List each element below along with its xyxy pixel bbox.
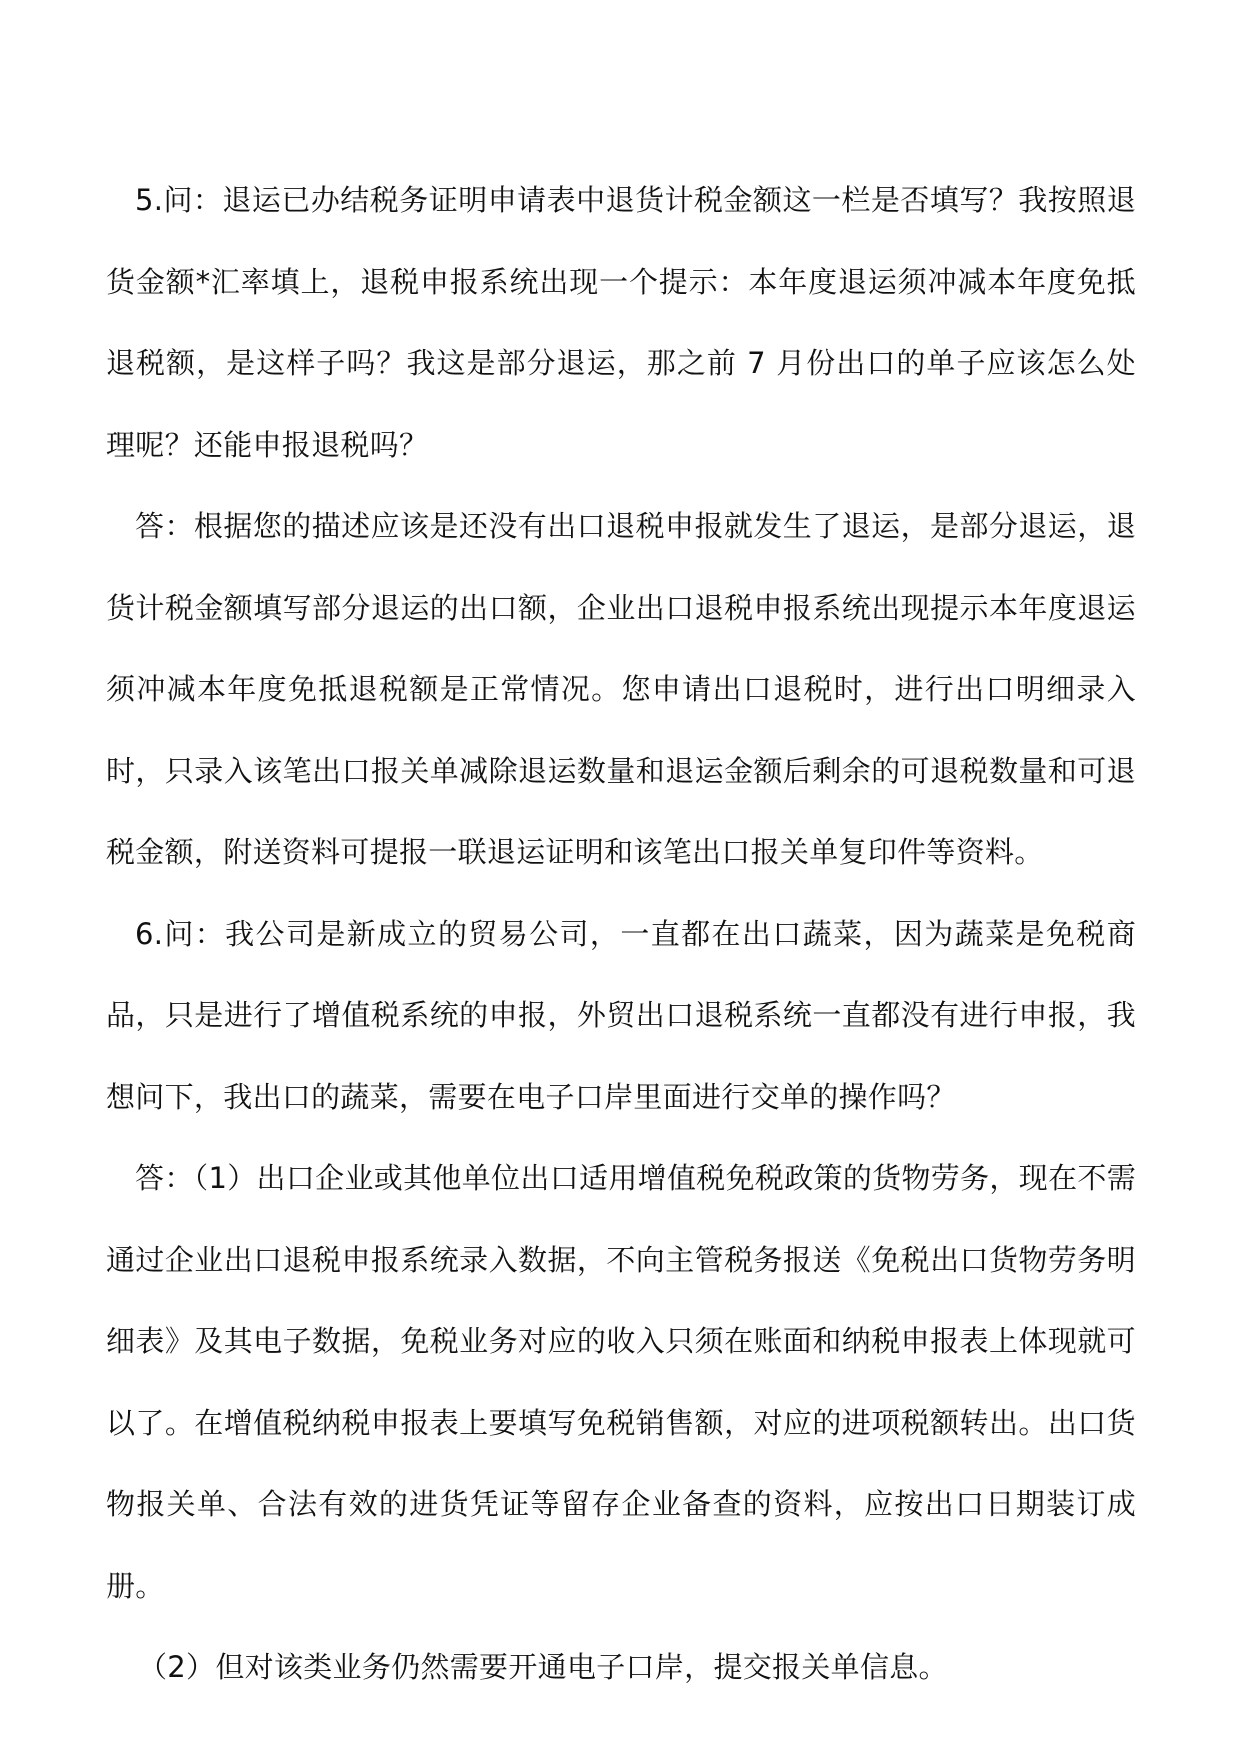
paragraph-answer-5: 答：根据您的描述应该是还没有出口退税申报就发生了退运，是部分退运，退货计税金额填写部分退运的出口额，企业出口退税申报系统出现提示本年度退运须冲减本年度免抵退税额是正常情况。您申请出口退税时，进行出口明细录入时，只录入该笔出口报关单减除退运数量和退运金额后剩余的可退税数量和可退税金额，附送资料可提报一联退运证明和该笔出口报关单复印件等资料。 [106,509,1136,869]
document-body [106,160,1136,1709]
paragraph-question-5: 5.问：退运已办结税务证明申请表中退货计税金额这一栏是否填写？我按照退货金额*汇率填上，退税申报系统出现一个提示：本年度退运须冲减本年度免抵退税额，是这样子吗？我这是部分退运，那之前 7 月份出口的单子应该怎么处理呢？还能申报退税吗？ [106,183,1136,462]
paragraph-question-6: 6.问：我公司是新成立的贸易公司，一直都在出口蔬菜，因为蔬菜是免税商品，只是进行了增值税系统的申报，外贸出口退税系统一直都没有进行申报，我想问下，我出口的蔬菜，需要在电子口岸里面进行交单的操作吗？ [106,916,1136,1114]
paragraph-answer-6-part-2: （2）但对该类业务仍然需要开通电子口岸，提交报关单信息。 [138,1650,948,1684]
paragraph-answer-6-part-1: 答：（1）出口企业或其他单位出口适用增值税免税政策的货物劳务，现在不需通过企业出口退税申报系统录入数据，不向主管税务报送《免税出口货物劳务明细表》及其电子数据，免税业务对应的收入只须在账面和纳税申报表上体现就可以了。在增值税纳税申报表上要填写免税销售额，对应的进项税额转出。出口货物报关单、合法有效的进货凭证等留存企业备查的资料，应按出口日期装订成册。 [106,1161,1136,1603]
